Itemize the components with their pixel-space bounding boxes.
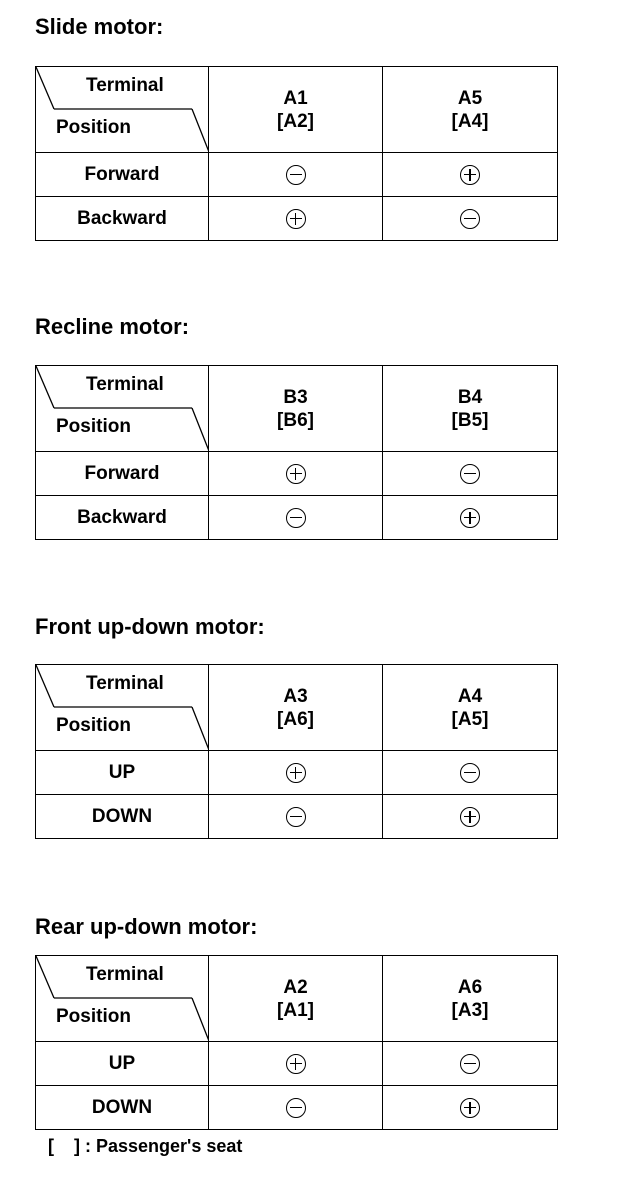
table-row [36,196,557,240]
row-label: Backward [36,197,209,240]
polarity-cell [209,197,383,240]
terminal-id: A2 [283,976,308,998]
polarity-cell [209,496,383,539]
passenger-terminal-id: [A5] [451,708,489,730]
column-header [209,67,383,152]
passenger-terminal-id: [A4] [451,110,489,132]
polarity-cell [383,1042,557,1085]
column-header [383,366,557,451]
header-corner [36,956,209,1041]
column-header [383,665,557,750]
header-corner [36,67,209,152]
table-row [36,452,557,495]
column-header [209,665,383,750]
minus-circle-icon [286,508,306,528]
header-corner [36,665,209,750]
table-header [36,366,557,452]
minus-circle-icon [460,464,480,484]
terminal-table [35,365,558,540]
plus-circle-icon [460,807,480,827]
position-label: Position [56,715,131,736]
table-row [36,495,557,539]
plus-circle-icon [460,165,480,185]
table-header [36,956,557,1042]
polarity-cell [383,795,557,838]
plus-circle-icon [460,1098,480,1118]
position-label: Position [56,416,131,437]
terminal-id: A1 [283,87,308,109]
plus-circle-icon [286,1054,306,1074]
column-header [383,956,557,1041]
table-header [36,665,557,751]
section-title: Slide motor: [35,14,164,39]
table-row [36,1042,557,1085]
position-label: Position [56,117,131,138]
row-label: DOWN [36,1086,209,1129]
passenger-terminal-id: [B5] [451,409,489,431]
row-label: Backward [36,496,209,539]
table-row [36,1085,557,1129]
terminal-label: Terminal [86,964,164,985]
polarity-cell [383,751,557,794]
column-header [383,67,557,152]
plus-circle-icon [286,209,306,229]
polarity-cell [383,1086,557,1129]
terminal-id: A3 [283,685,308,707]
row-label: Forward [36,153,209,196]
table-row [36,751,557,794]
passenger-terminal-id: [A3] [451,999,489,1021]
section-title: Rear up-down motor: [35,914,258,939]
minus-circle-icon [286,1098,306,1118]
polarity-cell [209,1086,383,1129]
terminal-id: A6 [457,976,483,998]
terminal-label: Terminal [86,673,164,694]
row-label: UP [36,1042,209,1085]
passenger-seat-footnote: [ ] : Passenger's seat [48,1136,243,1156]
minus-circle-icon [460,209,480,229]
polarity-cell [209,1042,383,1085]
column-header [209,366,383,451]
column-header [209,956,383,1041]
terminal-table [35,955,558,1130]
terminal-id: B3 [283,386,308,408]
terminal-label: Terminal [86,374,164,395]
polarity-cell [383,496,557,539]
passenger-terminal-id: [A1] [277,999,314,1021]
passenger-terminal-id: [A6] [277,708,314,730]
row-label: DOWN [36,795,209,838]
passenger-terminal-id: [B6] [277,409,314,431]
polarity-cell [209,452,383,495]
header-corner [36,366,209,451]
terminal-id: A4 [457,685,483,707]
row-label: Forward [36,452,209,495]
passenger-terminal-id: [A2] [277,110,314,132]
terminal-table [35,664,558,839]
plus-circle-icon [460,508,480,528]
table-row [36,794,557,838]
minus-circle-icon [286,165,306,185]
section-title: Front up-down motor: [35,614,265,639]
terminal-id: A5 [457,87,483,109]
terminal-table [35,66,558,241]
polarity-cell [209,751,383,794]
polarity-cell [383,197,557,240]
section-title: Recline motor: [35,314,190,339]
terminal-id: B4 [457,386,483,408]
plus-circle-icon [286,464,306,484]
polarity-cell [209,153,383,196]
polarity-cell [209,795,383,838]
position-label: Position [56,1006,131,1027]
minus-circle-icon [286,807,306,827]
table-row [36,153,557,196]
minus-circle-icon [460,763,480,783]
terminal-label: Terminal [86,75,164,96]
polarity-cell [383,452,557,495]
table-header [36,67,557,153]
row-label: UP [36,751,209,794]
plus-circle-icon [286,763,306,783]
minus-circle-icon [460,1054,480,1074]
polarity-cell [383,153,557,196]
